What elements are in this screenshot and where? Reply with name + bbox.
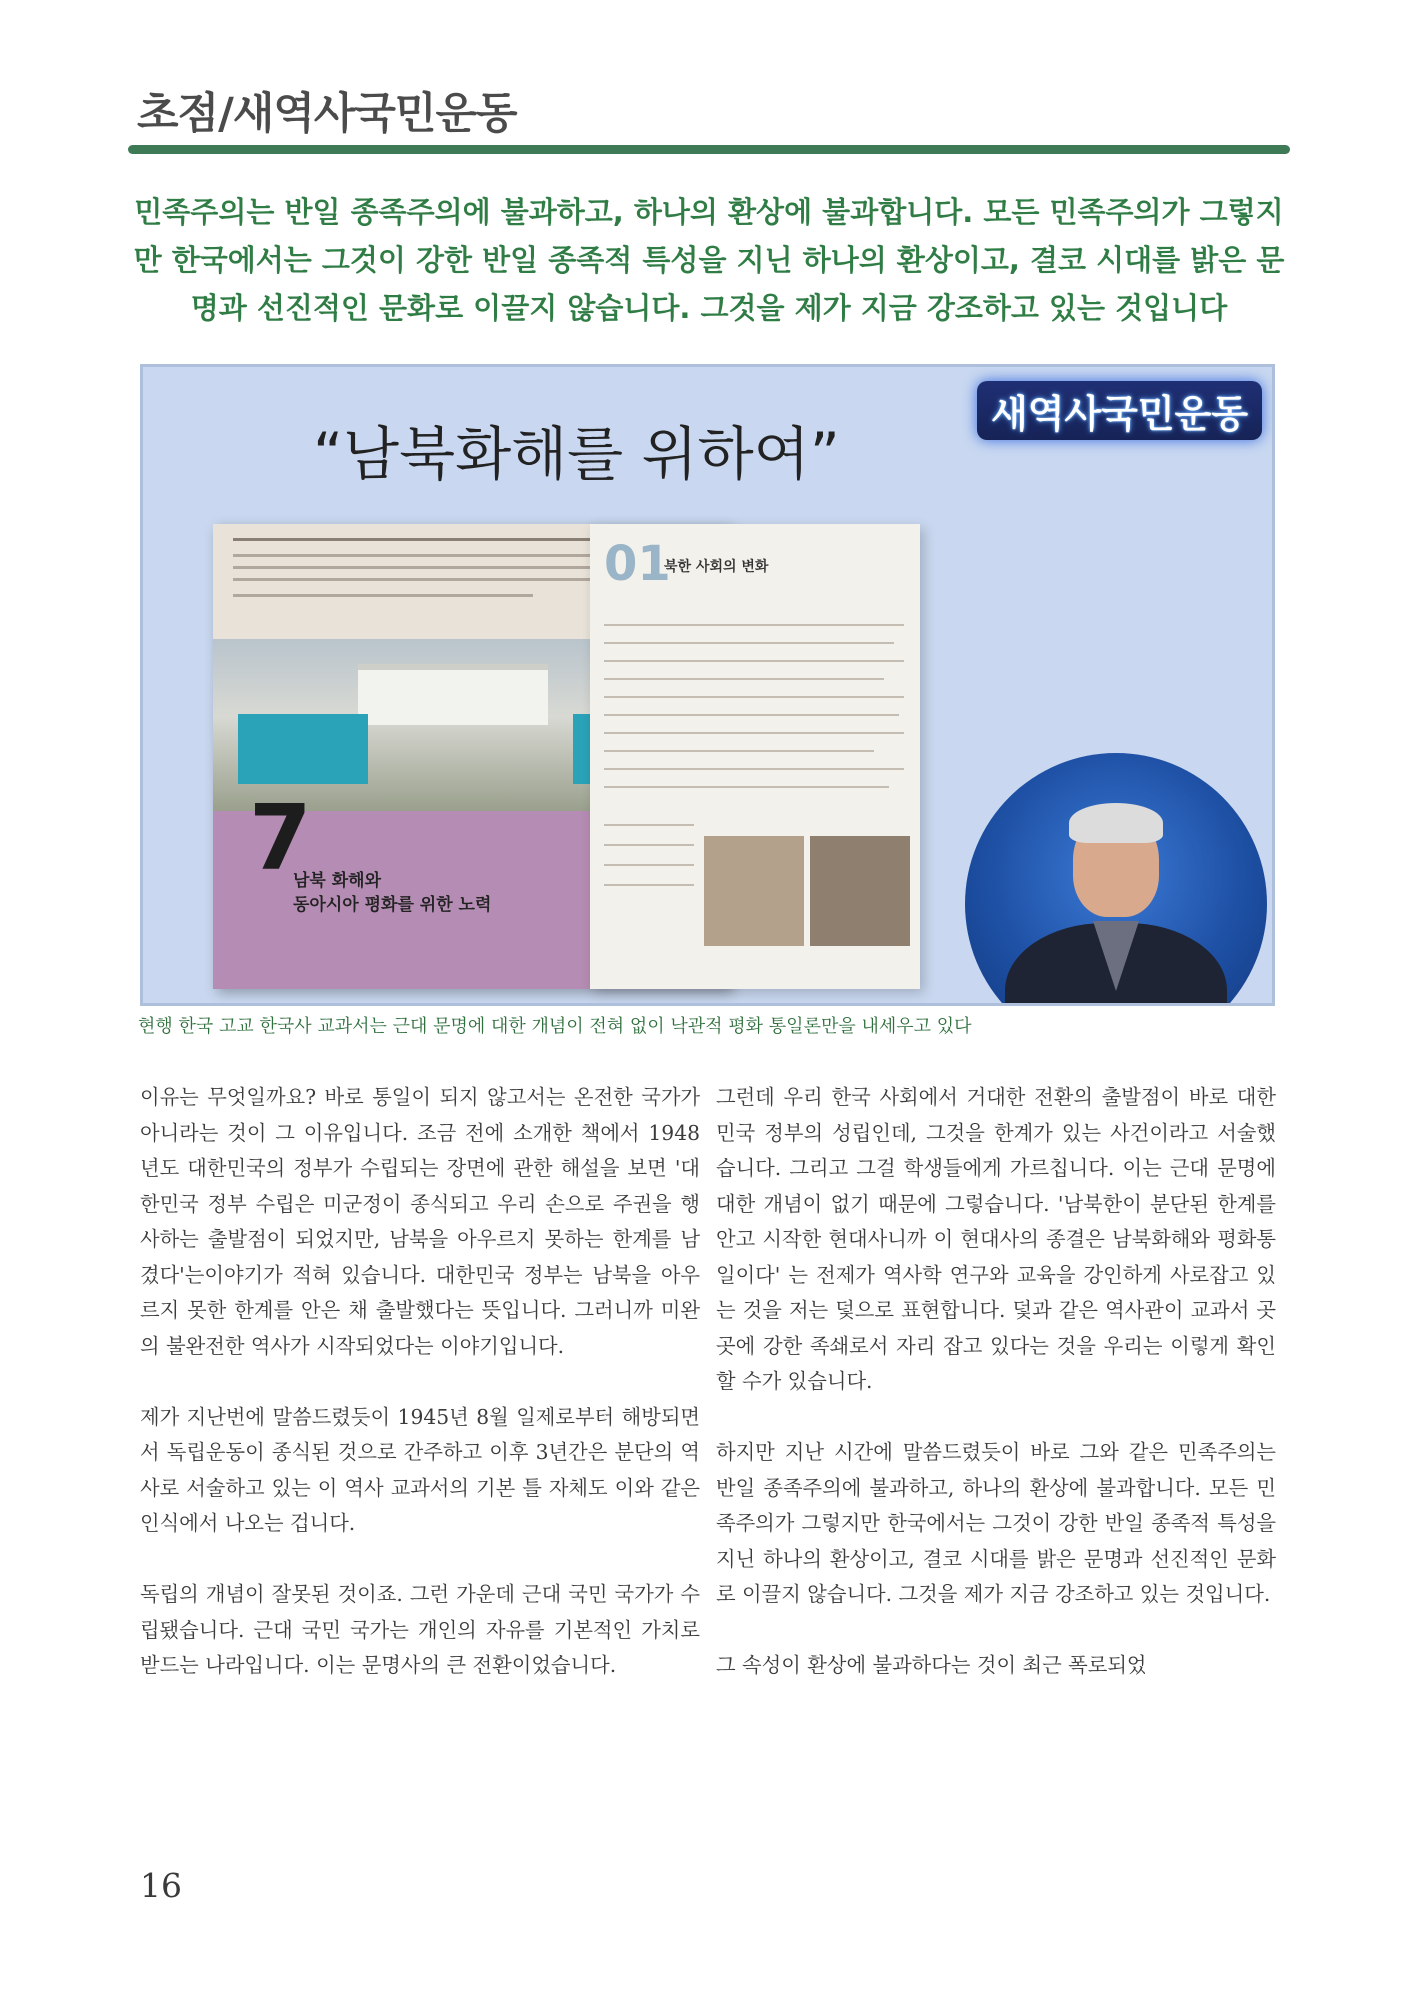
newspaper-photo xyxy=(810,836,910,946)
body-paragraph: 제가 지난번에 말씀드렸듯이 1945년 8월 일제로부터 해방되면서 독립운동이 종식된 것으로 간주하고 이후 3년간은 분단의 역사로 서술하고 있는 이 역사 교과서의 기본 틀 자체도 이와 같은 인식에서 나오는 겁니다. xyxy=(140,1404,700,1535)
figure-title: “남북화해를 위하여” xyxy=(313,420,840,488)
logo-badge: 새역사국민운동 xyxy=(977,381,1262,440)
hall-shape xyxy=(358,664,548,725)
chapter-title-line1: 남북 화해와 xyxy=(293,871,382,891)
body-column-left xyxy=(140,1080,700,1719)
chapter-number: 7 xyxy=(249,786,312,891)
blue-hut-shape xyxy=(238,714,368,784)
section-title: 초점/새역사국민운동 xyxy=(137,89,517,139)
page-text-line xyxy=(604,786,889,788)
page-text-line xyxy=(604,824,694,826)
page-text-line xyxy=(233,594,533,597)
page-text-line xyxy=(604,750,874,752)
page-text-line xyxy=(604,642,894,644)
textbook-right-page xyxy=(590,524,920,989)
page-text-line xyxy=(604,844,694,846)
page-text-line xyxy=(604,624,904,626)
page-text-line xyxy=(604,884,694,886)
page-text-line xyxy=(604,864,694,866)
page-text-line xyxy=(233,566,643,569)
section-heading: 북한 사회의 변화 xyxy=(664,559,769,575)
page-text-line xyxy=(604,696,904,698)
page-number: 16 xyxy=(140,1866,182,1905)
portrait-hair xyxy=(1069,803,1163,843)
figure-caption: 현행 한국 고교 한국사 교과서는 근대 문명에 대한 개념이 전혀 없이 낙관적 평화 통일론만을 내세우고 있다 xyxy=(138,1016,972,1037)
figure-image xyxy=(140,364,1275,1006)
body-paragraph: 그 속성이 환상에 불과하다는 것이 최근 폭로되었 xyxy=(716,1653,1147,1677)
newspaper-photo xyxy=(704,836,804,946)
pull-quote: 민족주의는 반일 종족주의에 불과하고, 하나의 환상에 불과합니다. 모든 민족주의가 그렇지만 한국에서는 그것이 강한 반일 종족적 특성을 지닌 하나의 환상이고, 결코 시대를 밝은 문명과 선진적인 문화로 이끌지 않습니다. 그것을 제가 지금 강조하고 있는 것입니다 xyxy=(133,195,1285,325)
body-paragraph: 독립의 개념이 잘못된 것이죠. 그런 가운데 근대 국민 국가가 수립됐습니다. 근대 국민 국가는 개인의 자유를 기본적인 가치로 받드는 나라입니다. 이는 문명사의 큰 전환이었습니다. xyxy=(140,1582,700,1677)
page-text-line xyxy=(604,714,899,716)
section-number: 01 xyxy=(604,536,671,592)
page-text-line xyxy=(604,660,904,662)
speaker-portrait xyxy=(965,753,1267,1006)
title-rule xyxy=(128,145,1290,154)
page-text-line xyxy=(604,678,884,680)
page-text-line xyxy=(604,768,904,770)
chapter-title-line2: 동아시아 평화를 위한 노력 xyxy=(293,895,492,915)
chapter-title xyxy=(293,869,491,917)
body-paragraph: 하지만 지난 시간에 말씀드렸듯이 바로 그와 같은 민족주의는 반일 종족주의에 불과하고, 하나의 환상에 불과합니다. 모든 민족주의가 그렇지만 한국에서는 그것이 강한 반일 종족적 특성을 지닌 하나의 환상이고, 결코 시대를 밝은 문명과 선진적인 문화로 이끌지 않습니다. 그것을 제가 지금 강조하고 있는 것입니다. xyxy=(716,1440,1276,1606)
page-text-line xyxy=(604,732,904,734)
body-paragraph: 그런데 우리 한국 사회에서 거대한 전환의 출발점이 바로 대한민국 정부의 성립인데, 그것을 한계가 있는 사건이라고 서술했습니다. 그리고 그걸 학생들에게 가르칩니다. 이는 근대 문명에 대한 개념이 없기 때문에 그렇습니다. '남북한이 분단된 한계를 안고 시작한 현대사니까 이 현대사의 종결은 남북화해와 평화통일이다' 는 전제가 역사학 연구와 교육을 강인하게 사로잡고 있는 것을 저는 덫으로 표현합니다. 덫과 같은 역사관이 교과서 곳곳에 강한 족쇄로서 자리 잡고 있다는 것을 우리는 이렇게 확인할 수가 있습니다. xyxy=(716,1085,1276,1393)
body-column-right xyxy=(716,1080,1276,1719)
body-paragraph: 이유는 무엇일까요? 바로 통일이 되지 않고서는 온전한 국가가 아니라는 것이 그 이유입니다. 조금 전에 소개한 책에서 1948년도 대한민국의 정부가 수립되는 장면에 관한 해설을 보면 '대한민국 정부 수립은 미군정이 종식되고 우리 손으로 주권을 행사하는 출발점이 되었지만, 남북을 아우르지 못하는 한계를 남겼다'는이야기가 적혀 있습니다. 대한민국 정부는 남북을 아우르지 못한 한계를 안은 채 출발했다는 뜻입니다. 그러니까 미완의 불완전한 역사가 시작되었다는 이야기입니다. xyxy=(140,1085,700,1358)
